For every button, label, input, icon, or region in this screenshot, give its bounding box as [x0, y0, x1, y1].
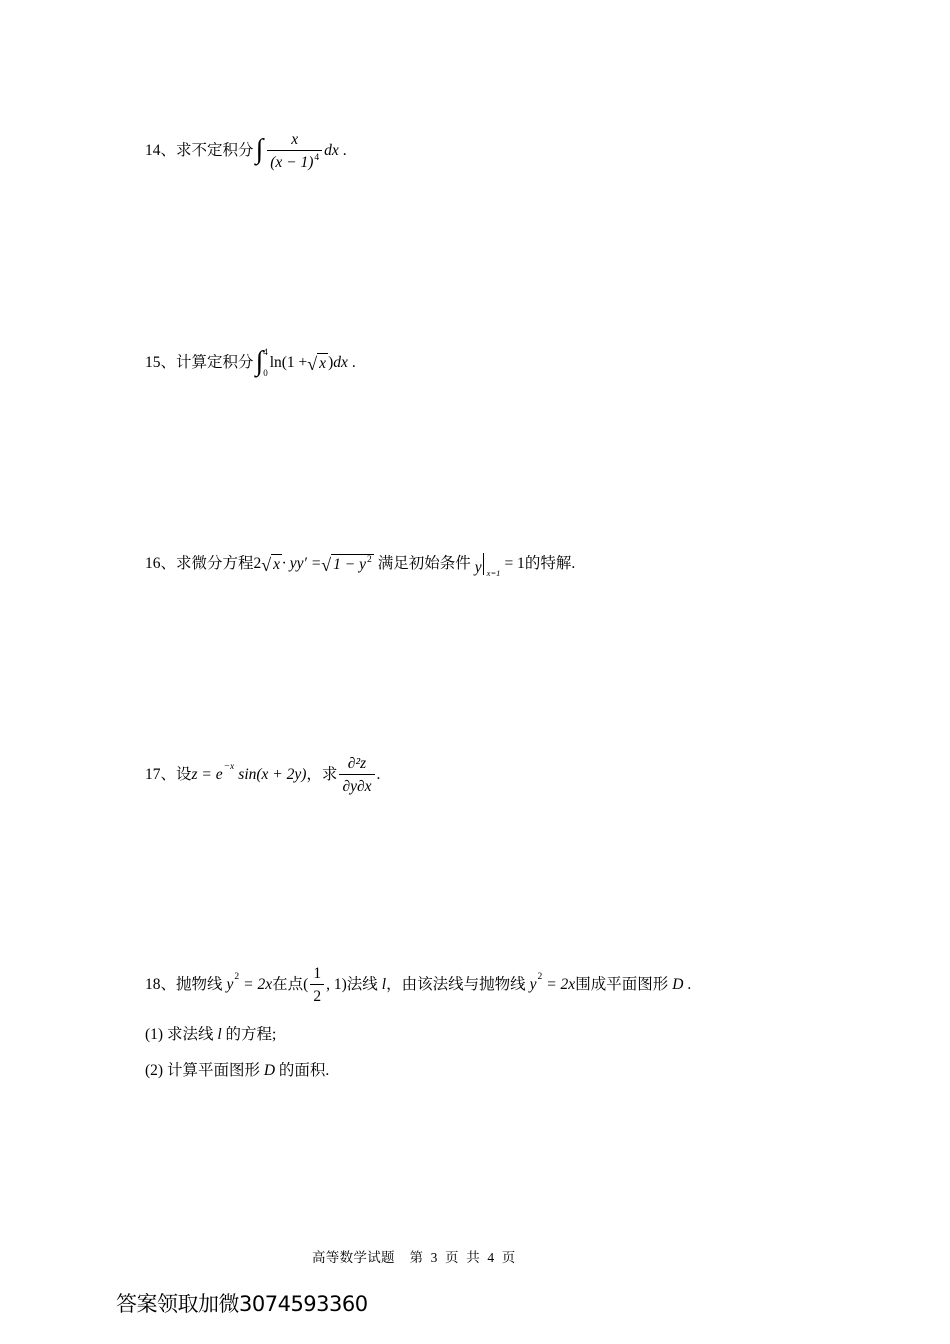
integrand-fraction: [267, 131, 322, 171]
question-15: [145, 348, 356, 378]
sub-question-number: (2): [145, 1062, 164, 1079]
sub-question-text: 求法线: [166, 1026, 214, 1043]
function-y: y: [474, 558, 482, 576]
question-16: [145, 553, 576, 578]
period: .: [342, 142, 347, 160]
sub-question-text-end: 的面积.: [278, 1062, 330, 1079]
function-rhs: sin(x + 2y): [238, 766, 307, 784]
fraction-denominator: 2: [310, 984, 324, 1005]
integrand-end: ): [328, 354, 334, 372]
function-lhs: z = e: [191, 766, 223, 784]
watermark-text: 答案领取加微3074593360: [116, 1292, 368, 1316]
point-open: (: [303, 976, 309, 994]
middle-text: ，由该法线与抛物线: [386, 976, 526, 994]
integral-sign-icon: ∫: [255, 134, 264, 166]
sqrt-expression: [307, 353, 328, 373]
exponent: 2: [537, 972, 543, 983]
equation-middle: · yy′ =: [282, 555, 322, 573]
differential: dx: [333, 354, 348, 372]
exponent: 2: [367, 555, 372, 566]
question-17: [145, 755, 380, 795]
point-x-fraction: [310, 965, 324, 1005]
coefficient: 2: [253, 555, 262, 573]
initial-value: = 1: [504, 555, 525, 573]
point-close: , 1): [326, 976, 347, 994]
sub-question-1: [145, 1022, 276, 1044]
partial-derivative-fraction: [339, 755, 374, 795]
lower-limit: 0: [263, 368, 268, 378]
upper-limit: 4: [263, 347, 268, 357]
parabola-rhs: = 2x: [546, 976, 576, 994]
evaluation-bar: [475, 553, 484, 575]
fraction-numerator: 1: [313, 965, 322, 982]
condition-text: 满足初始条件: [377, 555, 471, 573]
radical-icon: √: [261, 554, 272, 575]
sub-question-number: (1): [145, 1026, 164, 1043]
radical-icon: √: [307, 353, 318, 374]
parabola-y: y: [529, 976, 537, 994]
question-14: [145, 131, 347, 171]
sqrt-x: [261, 554, 282, 574]
question-15-label: 15、计算定积分: [145, 354, 254, 372]
differential: dx: [324, 142, 339, 160]
question-18: [145, 965, 691, 1005]
question-17-label: 17、设: [145, 766, 192, 784]
enclose-text: 围成平面图形: [575, 976, 669, 994]
fraction-denominator: ∂y∂x: [339, 774, 374, 795]
integral-limits: [263, 348, 268, 378]
period: .: [351, 354, 356, 372]
region-d: D: [672, 976, 684, 994]
integral-sign-icon: ∫: [255, 346, 264, 377]
exponent: 2: [234, 972, 240, 983]
normal-text: 法线: [346, 976, 378, 994]
radical-icon: √: [321, 554, 332, 575]
period: .: [687, 976, 692, 994]
parabola-rhs: = 2x: [243, 976, 273, 994]
question-16-label: 16、求微分方程: [145, 555, 254, 573]
normal-line-l: l: [217, 1026, 222, 1043]
sub-question-text-end: 的方程;: [225, 1026, 277, 1043]
normal-line-l: l: [381, 976, 387, 994]
integrand-start: ln(1 +: [269, 354, 308, 372]
exponent: −x: [223, 762, 235, 773]
region-d: D: [263, 1062, 276, 1079]
period: .: [376, 766, 381, 784]
radicand-x: x: [273, 556, 281, 574]
evaluation-subscript: x=1: [486, 567, 501, 578]
parabola-y: y: [226, 976, 234, 994]
denominator-exponent: 4: [314, 153, 320, 164]
sub-question-2: [145, 1058, 329, 1080]
fraction-numerator: ∂²z: [347, 755, 367, 772]
ask-text: ，求: [306, 766, 338, 784]
radicand: x: [319, 355, 327, 373]
question-16-tail: 的特解.: [524, 555, 576, 573]
fraction-numerator: x: [291, 131, 299, 148]
sub-question-text: 计算平面图形: [166, 1062, 260, 1079]
fraction-denominator: (x − 1): [270, 154, 314, 172]
page-footer: 高等数学试题 第 3 页 共 4 页: [312, 1250, 516, 1265]
sqrt-rhs: [321, 554, 373, 574]
at-point-text: 在点: [272, 976, 304, 994]
question-18-label: 18、抛物线: [145, 976, 223, 994]
question-14-label: 14、求不定积分: [145, 142, 254, 160]
radicand-rhs: 1 − y: [333, 556, 367, 574]
